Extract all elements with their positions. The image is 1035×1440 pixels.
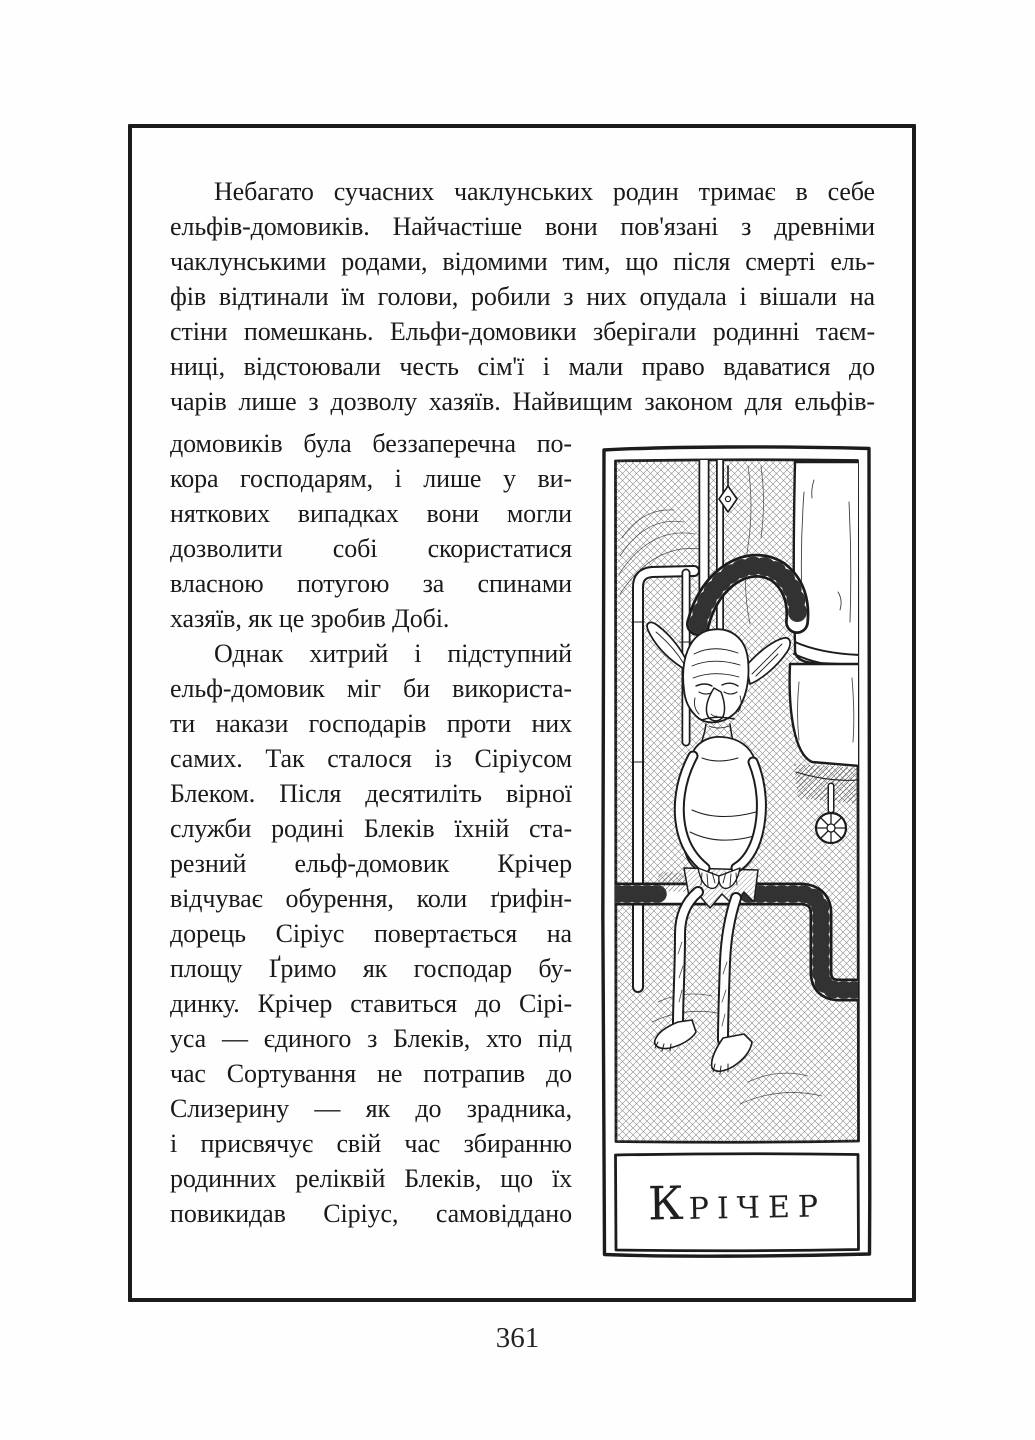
text-line: ниці, відстоювали честь сім'ї і мали право вдаватися до <box>170 352 875 381</box>
text-line: стіни помешкань. Ельфи-домовики зберігали родинні таєм- <box>170 317 875 346</box>
text-line: кора господарям, і лише у ви- <box>170 464 572 493</box>
text-line: родинних реліквій Блеків, що їх <box>170 1164 572 1193</box>
text-line: повикидав Сіріус, самовіддано <box>170 1199 572 1228</box>
text-line: ельфів-домовиків. Найчастіше вони пов'язані з древніми <box>170 212 875 241</box>
text-line: динку. Крічер ставиться до Сірі- <box>170 989 572 1018</box>
text-line: ти накази господарів проти них <box>170 709 572 738</box>
text-line: чаклунськими родами, відомими тим, що після смерті ель- <box>170 247 875 276</box>
text-line: власною потугою за спинами <box>170 569 572 598</box>
caption-text: КРІЧЕР <box>647 1175 826 1231</box>
text-line: дорець Сіріус повертається на <box>170 919 572 948</box>
text-line: Слизерину — як до зрадника, <box>170 1094 572 1123</box>
text-line: Однак хитрий і підступний <box>214 639 572 668</box>
text-line: самих. Так сталося із Сіріусом <box>170 744 572 773</box>
text-line: дозволити собі скористатися <box>170 534 572 563</box>
text-line: служби родині Блеків їхній ста- <box>170 814 572 843</box>
text-line: Небагато сучасних чаклунських родин тримає в себе <box>214 177 875 206</box>
text-line: хазяїв, як це зробив Добі. <box>170 604 450 633</box>
kreacher-illustration <box>598 442 875 1262</box>
text-line: площу Ґримо як господар бу- <box>170 954 572 983</box>
text-line: чарів лише з дозволу хазяїв. Найвищим законом для ельфів- <box>170 387 875 416</box>
intro-paragraph <box>170 174 875 419</box>
text-line: фів відтинали їм голови, робили з них опудала і вішали на <box>170 282 875 311</box>
text-line: домовиків була беззаперечна по- <box>170 429 572 458</box>
page-number: 361 <box>495 1322 540 1354</box>
text-line: ельф-домовик міг би використа- <box>170 674 572 703</box>
text-line: няткових випадках вони могли <box>170 499 572 528</box>
text-line: резний ельф-домовик Крічер <box>170 849 572 878</box>
text-line: Блеком. Після десятиліть вірної <box>170 779 572 808</box>
page-frame <box>128 124 916 1302</box>
text-line: уса — єдиного з Блеків, хто під <box>170 1024 572 1053</box>
illustration-figure <box>598 442 875 1262</box>
content-row <box>170 426 875 1262</box>
text-line: відчуває обурення, коли ґрифін- <box>170 884 572 913</box>
text-column <box>170 426 572 1262</box>
text-line: і присвячує свій час збиранню <box>170 1129 572 1158</box>
text-line: час Сортування не потрапив до <box>170 1059 572 1088</box>
